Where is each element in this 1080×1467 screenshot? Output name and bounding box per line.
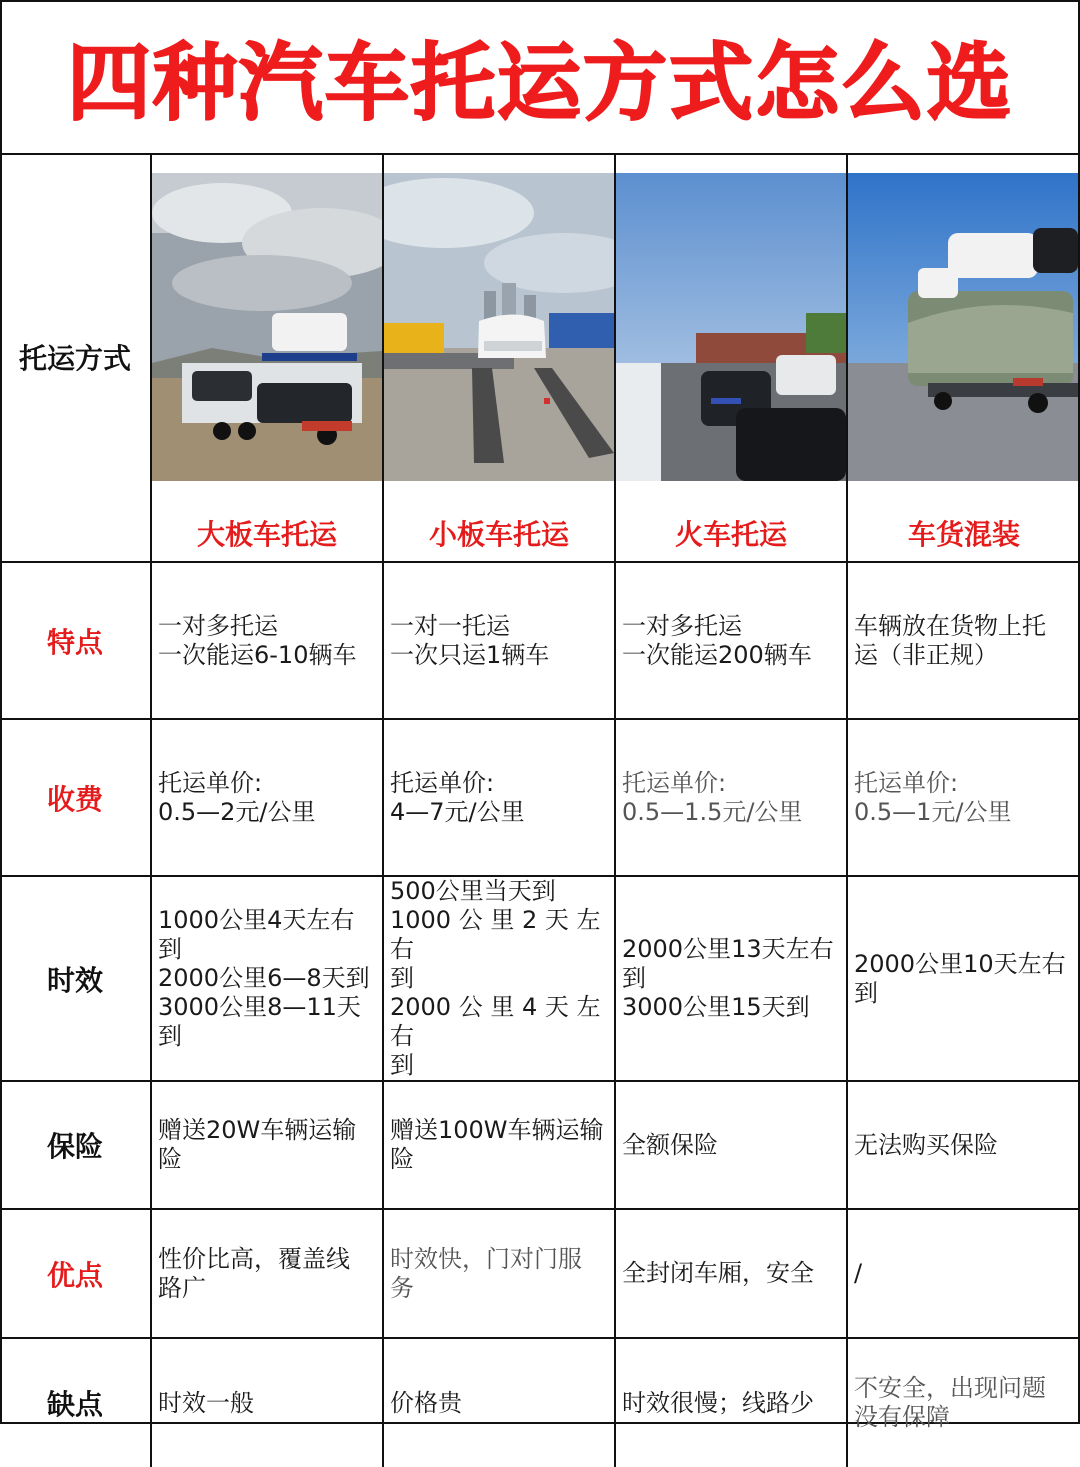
advantages-cell: /: [847, 1209, 1080, 1338]
row-label: 保险: [0, 1081, 151, 1209]
advantages-cell: 时效快，门对门服 务: [383, 1209, 615, 1338]
features-cell: 一对多托运 一次能运200辆车: [615, 562, 847, 719]
disadvantages-cell: 时效一般: [151, 1338, 383, 1467]
method-name: 火车托运: [674, 518, 787, 551]
page-title: 四种汽车托运方式怎么选: [66, 34, 1013, 132]
advantages-cell: 全封闭车厢，安全: [615, 1209, 847, 1338]
method-name: 大板车托运: [196, 518, 337, 551]
small-flatbed-truck-photo: [384, 173, 614, 481]
method-column-3: [615, 153, 847, 562]
delivery-time-cell: 1000公里4天左右 到 2000公里6—8天到 3000公里8—11天 到: [151, 876, 383, 1081]
method-column-4: [847, 153, 1080, 562]
row-advantages: [0, 1209, 1080, 1338]
row-insurance: [0, 1081, 1080, 1209]
comparison-table: [0, 153, 1080, 1467]
row-delivery-time: [0, 876, 1080, 1081]
fees-cell: 托运单价: 4—7元/公里: [383, 719, 615, 876]
title-banner: [0, 0, 1080, 155]
disadvantages-cell: 不安全，出现问题 没有保障: [847, 1338, 1080, 1467]
method-column-1: [151, 153, 383, 562]
method-row-label: 托运方式: [0, 153, 151, 562]
row-features: [0, 562, 1080, 719]
delivery-time-cell: 500公里当天到 1000 公 里 2 天 左 右 到 2000 公 里 4 天 左 右 到: [383, 876, 615, 1081]
features-cell: 一对一托运 一次只运1辆车: [383, 562, 615, 719]
row-label: 缺点: [0, 1338, 151, 1467]
delivery-time-cell: 2000公里10天左右 到: [847, 876, 1080, 1081]
car-carrier-truck-photo: [152, 173, 382, 481]
method-header-row: [0, 153, 1080, 562]
insurance-cell: 全额保险: [615, 1081, 847, 1209]
delivery-time-cell: 2000公里13天左右 到 3000公里15天到: [615, 876, 847, 1081]
features-cell: 车辆放在货物上托 运（非正规）: [847, 562, 1080, 719]
row-fees: [0, 719, 1080, 876]
insurance-cell: 赠送100W车辆运输 险: [383, 1081, 615, 1209]
fees-cell: 托运单价: 0.5—1.5元/公里: [615, 719, 847, 876]
row-label: 优点: [0, 1209, 151, 1338]
train-railcar-cars-photo: [616, 173, 846, 481]
insurance-cell: 赠送20W车辆运输 险: [151, 1081, 383, 1209]
row-label: 时效: [0, 876, 151, 1081]
method-name: 车货混装: [907, 518, 1020, 551]
features-cell: 一对多托运 一次能运6-10辆车: [151, 562, 383, 719]
row-label: 收费: [0, 719, 151, 876]
method-column-2: [383, 153, 615, 562]
insurance-cell: 无法购买保险: [847, 1081, 1080, 1209]
row-label: 特点: [0, 562, 151, 719]
method-name: 小板车托运: [428, 518, 569, 551]
disadvantages-cell: 价格贵: [383, 1338, 615, 1467]
disadvantages-cell: 时效很慢；线路少: [615, 1338, 847, 1467]
mixed-cargo-truck-photo: [848, 173, 1078, 481]
advantages-cell: 性价比高，覆盖线 路广: [151, 1209, 383, 1338]
fees-cell: 托运单价: 0.5—1元/公里: [847, 719, 1080, 876]
row-disadvantages: [0, 1338, 1080, 1467]
fees-cell: 托运单价: 0.5—2元/公里: [151, 719, 383, 876]
